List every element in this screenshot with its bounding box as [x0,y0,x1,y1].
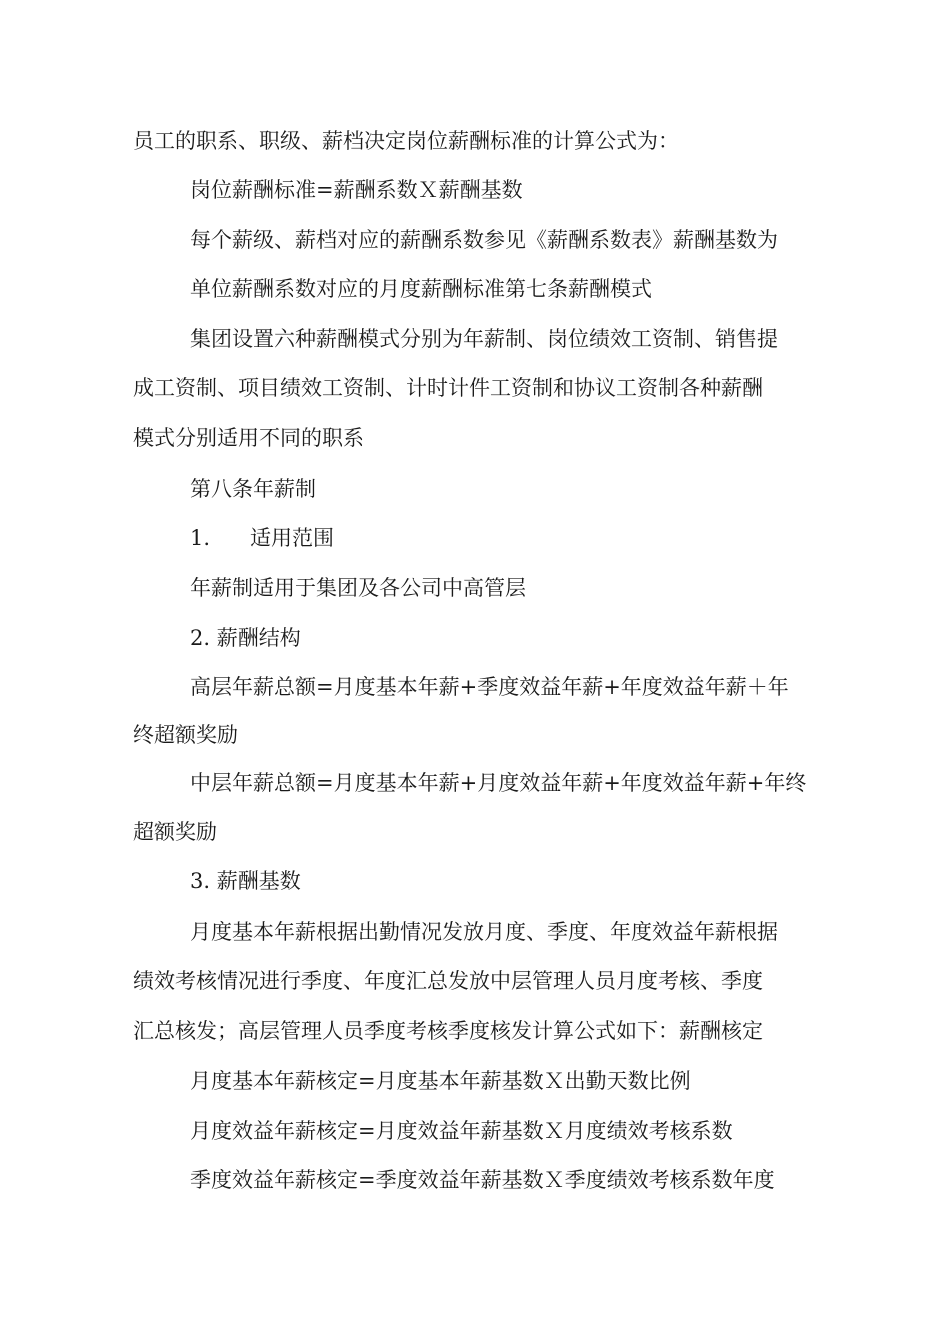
section-number: 1. [190,526,211,550]
paragraph-line: 成工资制、项目绩效工资制、计时计件工资制和协议工资制各种薪酬 [133,376,763,400]
formula-line: 季度效益年薪核定=季度效益年薪基数Ｘ季度绩效考核系数年度 [190,1168,775,1192]
formula-line: 岗位薪酬标准=薪酬系数Ｘ薪酬基数 [190,178,523,202]
formula-line: 中层年薪总额=月度基本年薪+月度效益年薪+年度效益年薪+年终 [190,771,807,795]
formula-line: 月度基本年薪核定=月度基本年薪基数Ｘ出勤天数比例 [190,1069,691,1093]
paragraph-line: 月度基本年薪根据出勤情况发放月度、季度、年度效益年薪根据 [190,920,778,944]
section-heading-1 [190,523,890,553]
section-heading-2: 2. 薪酬结构 [190,626,301,650]
paragraph-line: 汇总核发；高层管理人员季度考核季度核发计算公式如下：薪酬核定 [133,1019,763,1043]
formula-line: 终超额奖励 [133,723,238,747]
paragraph-line: 年薪制适用于集团及各公司中高管层 [190,576,526,600]
section-heading-3: 3. 薪酬基数 [190,869,301,893]
paragraph-line: 每个薪级、薪档对应的薪酬系数参见《薪酬系数表》薪酬基数为 [190,228,778,252]
section-title: 适用范围 [250,526,335,550]
formula-line: 超额奖励 [133,820,217,844]
paragraph-line: 员工的职系、职级、薪档决定岗位薪酬标准的计算公式为： [133,129,679,153]
paragraph-line: 绩效考核情况进行季度、年度汇总发放中层管理人员月度考核、季度 [133,969,763,993]
formula-line: 月度效益年薪核定=月度效益年薪基数Ｘ月度绩效考核系数 [190,1119,733,1143]
paragraph-line: 模式分别适用不同的职系 [133,426,364,450]
article-heading: 第八条年薪制 [190,477,316,501]
paragraph-line: 单位薪酬系数对应的月度薪酬标准第七条薪酬模式 [190,277,652,301]
formula-line: 高层年薪总额=月度基本年薪+季度效益年薪+年度效益年薪＋年 [190,675,789,699]
paragraph-line: 集团设置六种薪酬模式分别为年薪制、岗位绩效工资制、销售提 [190,327,778,351]
